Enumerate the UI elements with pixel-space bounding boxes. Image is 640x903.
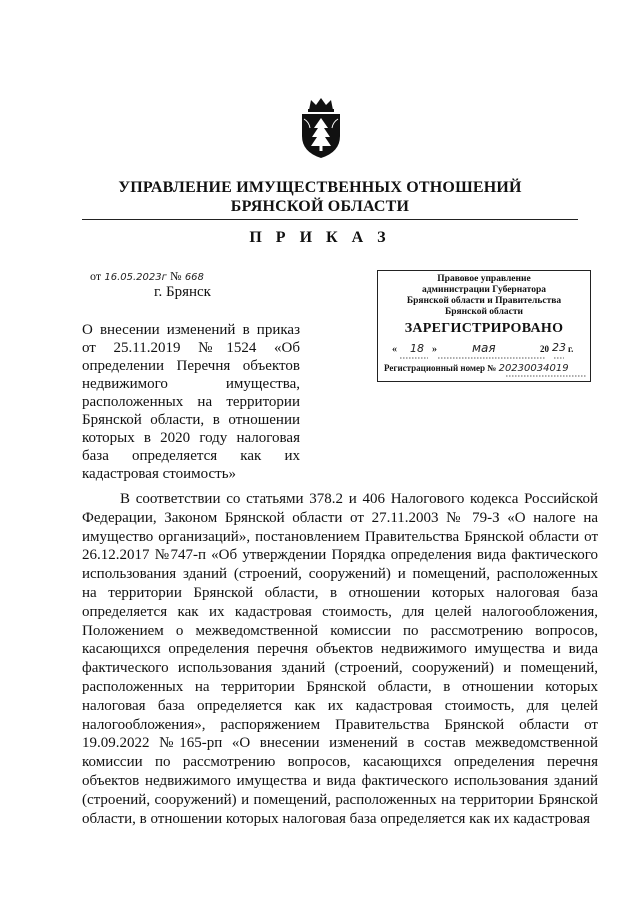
organization-title (0, 178, 640, 216)
order-date-number (90, 268, 204, 284)
order-subject: О внесении изменений в приказ от 25.11.2019 №1524 «Об определении Перечня объектов недвижимого имущества, расположенных на территории Брянской области, в отношении которых в 2020 году налоговая база определяется как их кадастровая стоимость» (82, 322, 300, 482)
city: г. Брянск (154, 284, 211, 300)
stamp-month: мая (472, 341, 496, 355)
date-prefix: от (90, 269, 102, 283)
organization-title-line2: БРЯНСКОЙ ОБЛАСТИ (230, 198, 410, 215)
stamp-org-line4: Брянской области (444, 307, 524, 317)
stamp-org-line3: Брянской области и Правительства (406, 296, 562, 306)
stamp-year-suffix: г. (568, 344, 574, 354)
stamp-close-quote: » (432, 344, 437, 355)
stamp-reg-number: 20230034019 (498, 363, 569, 374)
header-divider (82, 219, 578, 220)
stamp-year-prefix: 20 (540, 344, 549, 354)
organization-title-line1: УПРАВЛЕНИЕ ИМУЩЕСТВЕННЫХ ОТНОШЕНИЙ (118, 179, 522, 196)
handwritten-number: 668 (184, 272, 204, 283)
stamp-title: ЗАРЕГИСТРИРОВАНО (404, 321, 564, 336)
document-type: П Р И К А З (249, 229, 391, 246)
registration-stamp (377, 270, 591, 382)
stamp-organization (378, 274, 590, 318)
handwritten-date: 16.05.2023г (104, 272, 167, 283)
stamp-registration-number (384, 363, 590, 374)
stamp-date (386, 341, 586, 358)
order-body-paragraph: В соответствии со статьями 378.2 и 406 Налогового кодекса Российской Федерации, Законом Брянской области от 27.11.2003 № 79-З «О налоге на имущество организаций», постановлением Правительства Брянской области от 26.12.2017 №747-п «Об утверждении Порядка определения вида фактического использования зданий (строений, сооружений) и помещений, расположенных на территории Брянской области, в отношении которых налоговая база определяется как их кадастровая стоимость, для целей налогообложения, Положением о межведомственной комиссии по рассмотрению вопросов, касающихся определения перечня объектов недвижимого имущества и вида фактического использования зданий (строений, сооружений) и помещений, расположенных на территории Брянской области, в отношении которых налоговая база определяется как их кадастровая стоимость, для целей налогообложения», распоряжением Правительства Брянской области от 19.09.2022 №165-рп «О внесении изменений в состав межведомственной комиссии по рассмотрению вопросов, касающихся определения перечня объектов недвижимого имущества и вида фактического использования зданий (строений, сооружений) и помещений, расположенных на территории Брянской области, в отношении которых налоговая база определяется как их кадастровая (82, 491, 598, 827)
stamp-org-line2: администрации Губернатора (421, 285, 546, 295)
number-sign: № (170, 269, 182, 283)
stamp-org-line1: Правовое управление (437, 274, 531, 284)
stamp-year: 23 (552, 341, 566, 354)
stamp-open-quote: « (392, 344, 397, 355)
coat-of-arms-icon (299, 96, 343, 160)
stamp-reg-label: Регистрационный номер № (384, 363, 497, 373)
stamp-day: 18 (410, 342, 424, 355)
